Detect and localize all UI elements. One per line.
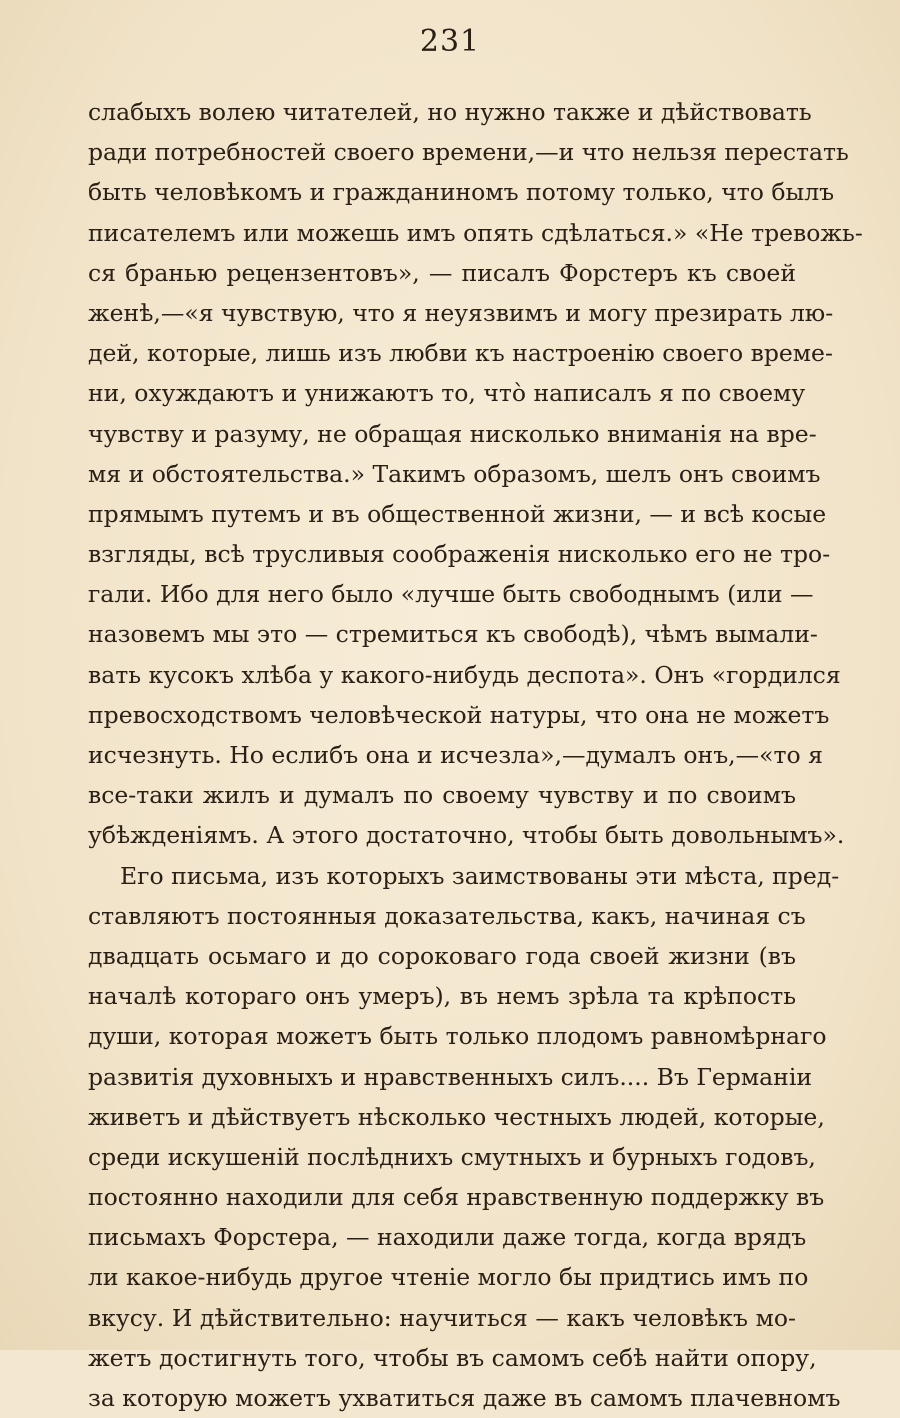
text-line: назовемъ мы это — стремиться къ свободѣ), чѣмъ вымали- [88,620,818,649]
text-line: чувству и разуму, не обращая нисколько вниманія на вре- [88,419,817,448]
text-line: жетъ достигнуть того, чтобы въ самомъ себѣ найти опору, [88,1343,817,1372]
text-line: ся бранью рецензентовъ», — писалъ Форстеръ къ своей [88,258,796,287]
text-line: слабыхъ волею читателей, но нужно также и дѣйствовать [88,98,812,126]
text-line: прямымъ путемъ и въ общественной жизни, — и всѣ косые [88,499,827,528]
text-line: души, которая можетъ быть только плодомъ равномѣрнаго [88,1022,827,1051]
body-text [88,92,863,1418]
text-line: постоянно находили для себя нравственную поддержку въ [88,1183,825,1212]
text-line: за которую можетъ ухватиться даже въ самомъ плачевномъ [88,1384,841,1412]
text-line: письмахъ Форстера, — находили даже тогда, когда врядъ [88,1223,807,1252]
text-line: исчезнуть. Но еслибъ она и исчезла»,—думалъ онъ,—«то я [88,741,823,769]
text-line: вать кусокъ хлѣба у какого-нибудь деспота». Онъ «гордился [88,660,841,689]
text-line: живетъ и дѣйствуетъ нѣсколько честныхъ людей, которые, [88,1102,825,1131]
text-line: среди искушеній послѣднихъ смутныхъ и бурныхъ годовъ, [88,1142,816,1171]
text-line: взгляды, всѣ трусливыя соображенія нисколько его не тро- [88,540,831,569]
text-line: вкусу. И дѣйствительно: научиться — какъ человѣкъ мо- [88,1303,796,1332]
text-line: ни, охуждаютъ и унижаютъ то, чтò написалъ я по своему [88,379,806,408]
page-number: 231 [419,24,481,59]
text-line: женѣ,—«я чувствую, что я неуязвимъ и могу презирать лю- [88,298,834,327]
text-line: все-таки жилъ и думалъ по своему чувству и по своимъ [88,781,796,810]
text-line: мя и обстоятельства.» Такимъ образомъ, шелъ онъ своимъ [88,459,821,488]
text-line: ли какое-нибудь другое чтеніе могло бы придтись имъ по [88,1263,809,1292]
text-line: началѣ котораго онъ умеръ), въ немъ зрѣла та крѣпость [88,982,796,1011]
text-line: убѣжденіямъ. А этого достаточно, чтобы быть довольнымъ». [88,821,845,850]
text-line: ради потребностей своего времени,—и что нельзя перестать [88,138,849,167]
text-line: быть человѣкомъ и гражданиномъ потому только, что былъ [88,178,835,207]
text-line: Его письма, изъ которыхъ заимствованы эти мѣста, пред- [120,861,840,890]
text-line: ставляютъ постоянныя доказательства, какъ, начиная съ [88,901,806,930]
text-line: писателемъ или можешь имъ опять сдѣлаться.» «Не тревожь- [88,218,863,247]
text-line: развитія духовныхъ и нравственныхъ силъ.... Въ Германіи [88,1062,813,1091]
text-line: превосходствомъ человѣческой натуры, что она не можетъ [88,700,830,729]
text-line: гали. Ибо для него было «лучше быть свободнымъ (или — [88,580,814,609]
text-line: дей, которые, лишь изъ любви къ настроенію своего време- [88,339,833,368]
text-line: двадцать осьмаго и до сороковаго года своей жизни (въ [88,941,796,970]
